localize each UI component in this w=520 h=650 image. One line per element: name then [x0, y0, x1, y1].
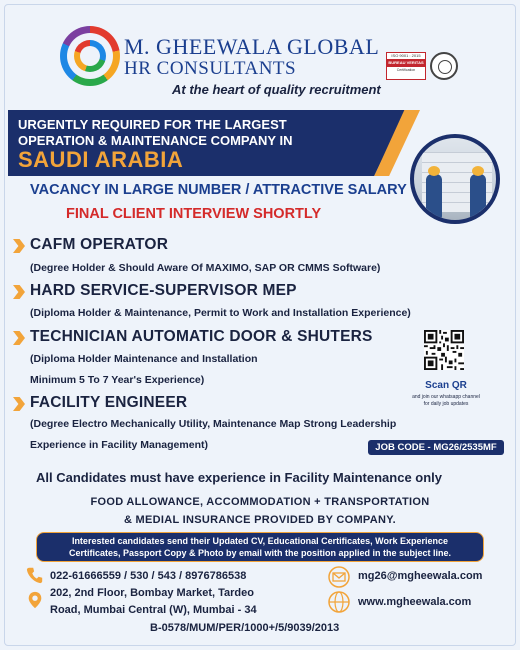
certification-badge	[386, 52, 458, 80]
location-icon	[26, 591, 44, 609]
interview-notice: FINAL CLIENT INTERVIEW SHORTLY	[66, 206, 322, 222]
cert-standard: ISO 9001 : 2015	[391, 53, 421, 58]
requirement-note: All Candidates must have experience in Facility Maintenance only	[36, 470, 443, 485]
benefits-line-1: FOOD ALLOWANCE, ACCOMMODATION + TRANSPORTATION	[90, 496, 430, 508]
tagline: At the heart of quality recruitment	[172, 82, 381, 97]
job-description: Experience in Facility Management)	[30, 439, 208, 451]
company-logo	[60, 26, 120, 86]
website-link[interactable]: www.mgheewala.com	[358, 596, 472, 608]
job-code-badge: JOB CODE - MG26/2535MF	[368, 440, 504, 455]
vacancy-notice: VACANCY IN LARGE NUMBER / ATTRACTIVE SALARY	[30, 182, 407, 198]
qr-caption-line-1: and join our whatsapp channel	[412, 394, 480, 400]
licence-number: B-0578/MUM/PER/1000+/5/9039/2013	[150, 622, 340, 634]
banner-country: SAUDI ARABIA	[18, 147, 184, 172]
job-description: Minimum 5 To 7 Year's Experience)	[30, 374, 205, 386]
banner-line-1: URGENTLY REQUIRED FOR THE LARGEST	[18, 117, 287, 132]
job-title: CAFM OPERATOR	[30, 236, 169, 253]
cert-body: BUREAU VERITAS	[388, 60, 424, 65]
phone-numbers[interactable]: 022-61666559 / 530 / 543 / 8976786538	[50, 570, 247, 582]
job-title: TECHNICIAN AUTOMATIC DOOR & SHUTERS	[30, 328, 373, 345]
technicians-photo	[410, 134, 500, 224]
address-line-1: 202, 2nd Floor, Bombay Market, Tardeo	[50, 587, 254, 599]
brand-name: M. GHEEWALA GLOBAL	[124, 34, 380, 59]
address-line-2: Road, Mumbai Central (W), Mumbai - 34	[50, 604, 257, 616]
job-title: FACILITY ENGINEER	[30, 394, 188, 411]
email-icon	[328, 566, 350, 588]
cert-seal-icon	[430, 52, 458, 80]
qr-caption-line-2: for daily job updates	[423, 401, 469, 407]
qr-code[interactable]	[424, 330, 464, 370]
job-description: (Degree Holder & Should Aware Of MAXIMO, SAP OR CMMS Software)	[30, 262, 381, 274]
job-description: (Degree Electro Mechanically Utility, Maintenance Map Strong Leadership	[30, 418, 397, 430]
apply-line-1: Interested candidates send their Updated CV, Educational Certificates, Work Experience	[71, 536, 449, 546]
phone-icon	[26, 566, 44, 584]
job-title: HARD SERVICE-SUPERVISOR MEP	[30, 282, 297, 299]
qr-caption	[408, 394, 484, 408]
banner-line-2: OPERATION & MAINTENANCE COMPANY IN	[18, 133, 293, 148]
job-description: (Diploma Holder Maintenance and Installation	[30, 353, 258, 365]
qr-label: Scan QR	[425, 380, 467, 391]
globe-icon	[328, 591, 350, 613]
benefits-line-2: & MEDIAL INSURANCE PROVIDED BY COMPANY.	[123, 514, 397, 526]
cert-label: Certification	[396, 68, 416, 72]
apply-line-2: Certificates, Passport Copy & Photo by email with the position applied in the subject line.	[68, 548, 452, 558]
job-description: (Diploma Holder & Maintenance, Permit to Work and Installation Experience)	[30, 307, 411, 319]
email-link[interactable]: mg26@mgheewala.com	[358, 570, 483, 582]
brand-subtitle: HR CONSULTANTS	[124, 58, 297, 79]
